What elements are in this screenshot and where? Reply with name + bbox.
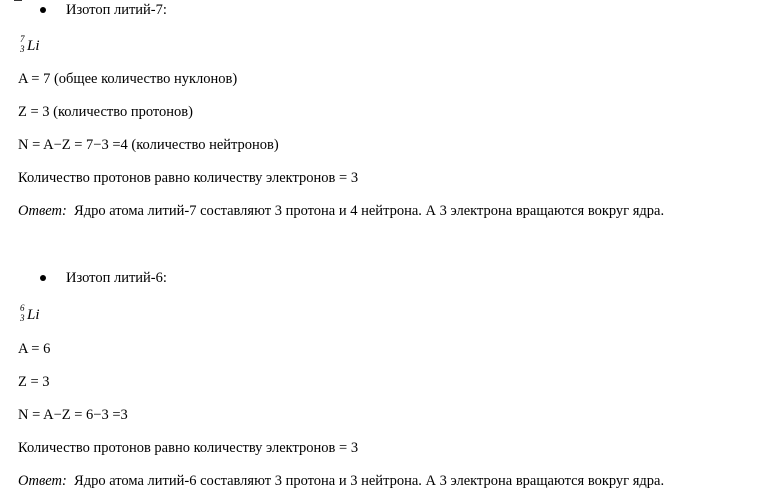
section2-heading: Изотоп литий-6: — [66, 270, 167, 286]
section1-answer — [18, 202, 664, 220]
section2-line-a: A = 6 — [18, 341, 51, 357]
section1-line-a: A = 7 (общее количество нуклонов) — [18, 71, 238, 87]
section2-line-z: Z = 3 — [18, 374, 50, 390]
section2-heading-row — [40, 269, 167, 287]
section1-atomic-number: 3 — [20, 44, 25, 54]
section2-element-symbol: Li — [27, 307, 40, 323]
section1-heading: Изотоп литий-7: — [66, 2, 167, 18]
bullet-icon — [40, 7, 46, 13]
section1-answer-text: Ядро атома литий-7 составляют 3 протона и 4 нейтрона. А 3 электрона вращаются вокруг ядра. — [74, 203, 665, 219]
section2-mass-number: 6 — [20, 303, 25, 313]
section2-line-electrons: Количество протонов равно количеству электронов = 3 — [18, 440, 359, 456]
section1-mass-number: 7 — [20, 34, 25, 44]
section1-nuclide — [18, 34, 58, 58]
section1-line-z: Z = 3 (количество протонов) — [18, 104, 193, 120]
section1-element-symbol: Li — [27, 38, 40, 54]
section2-atomic-number: 3 — [20, 313, 25, 323]
section2-answer — [18, 472, 664, 490]
section2-nuclide — [18, 303, 58, 327]
section2-answer-text: Ядро атома литий-6 составляют 3 протона и 3 нейтрона. А 3 электрона вращаются вокруг ядра. — [74, 473, 665, 489]
bullet-icon — [40, 275, 46, 281]
section2-line-n: N = A−Z = 6−3 =3 — [18, 407, 128, 423]
section2-answer-label: Ответ: — [18, 473, 67, 489]
corner-mark — [14, 0, 22, 1]
section1-line-n: N = A−Z = 7−3 =4 (количество нейтронов) — [18, 137, 279, 153]
section1-answer-label: Ответ: — [18, 203, 67, 219]
section1-heading-row — [40, 1, 167, 19]
section1-line-electrons: Количество протонов равно количеству электронов = 3 — [18, 170, 359, 186]
